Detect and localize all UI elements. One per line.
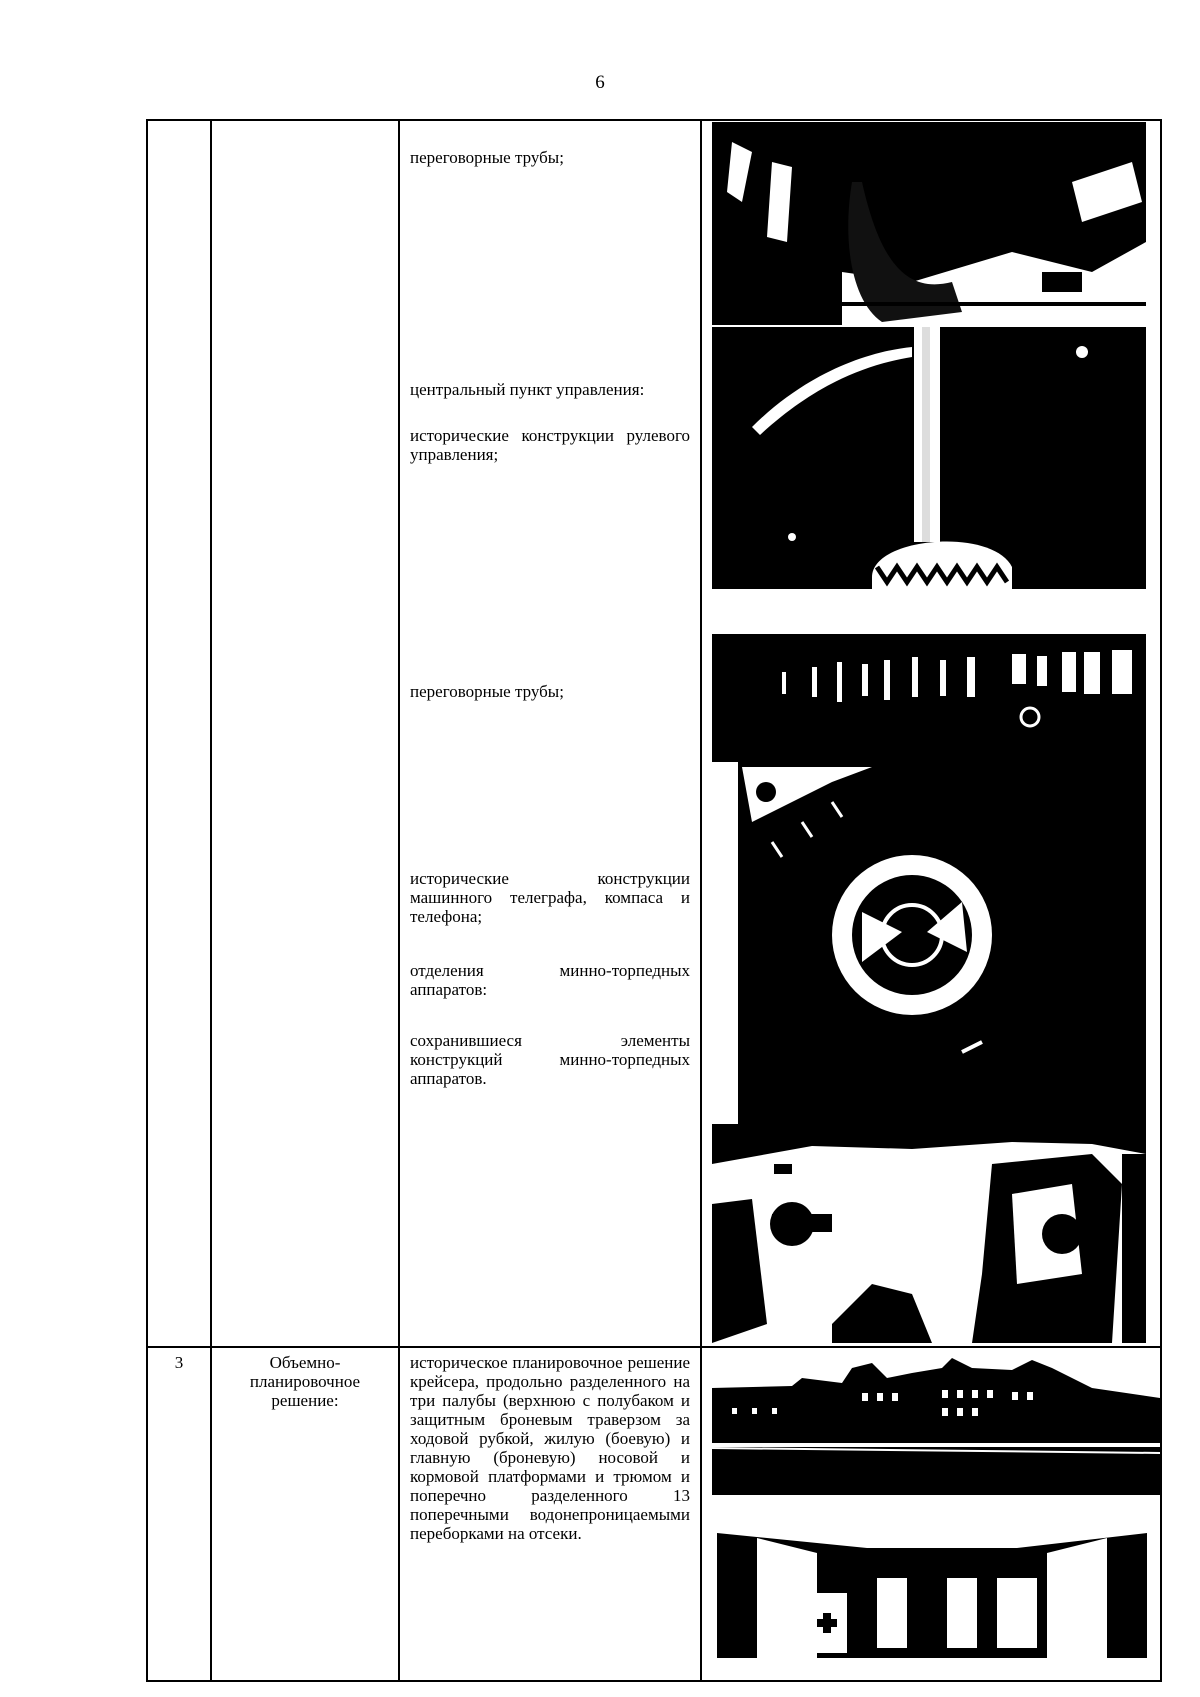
row-3-description: историческое планировочное решение крейсера, продольно разделенного на три палубы (верхнюю с полубаком и защитным броневым траверзом за ходовой рубкой, жилую (боевую) и главную (броневую) носовой и кормовой платформами и трюмом и поперечно разделенного 13 поперечными водонепроницаемыми переборками на отсеки.	[410, 1353, 690, 1543]
table-border-col1	[210, 120, 212, 1681]
table-border-right	[1160, 120, 1162, 1681]
photo-interior-corridor	[717, 1508, 1147, 1668]
photo-torpedo-apparatus	[712, 1124, 1146, 1343]
table-border-col2	[398, 120, 400, 1681]
page-number: 6	[595, 72, 605, 93]
item-telegraph: исторические конструкции машинного телеграфа, компаса и телефона;	[410, 869, 690, 926]
photo-speaking-tube-panel	[712, 612, 1146, 762]
item-central-control: центральный пункт управления:	[410, 380, 645, 399]
item-torpedo-elements: сохранившиеся элементы конструкций минно-торпедных аппаратов.	[410, 1031, 690, 1088]
photo-steering-gear	[712, 327, 1146, 612]
item-torpedo-compartments: отделения минно-торпедных аппаратов:	[410, 961, 690, 999]
item-speaking-tubes-1: переговорные трубы;	[410, 148, 564, 167]
table-border-left	[146, 120, 148, 1681]
row-3-number: 3	[174, 1353, 184, 1372]
item-steering: исторические конструкции рулевого управления;	[410, 426, 690, 464]
photo-telegraph-compass	[712, 762, 1146, 1124]
photo-building-exterior	[712, 1348, 1160, 1495]
row-3-name: Объемно-планировочное решение:	[249, 1353, 361, 1410]
table-border-top	[146, 119, 1162, 121]
item-speaking-tubes-2: переговорные трубы;	[410, 682, 564, 701]
table-border-col3	[700, 120, 702, 1681]
photo-speaking-tubes	[712, 122, 1146, 325]
table-border-bottom	[146, 1680, 1162, 1682]
